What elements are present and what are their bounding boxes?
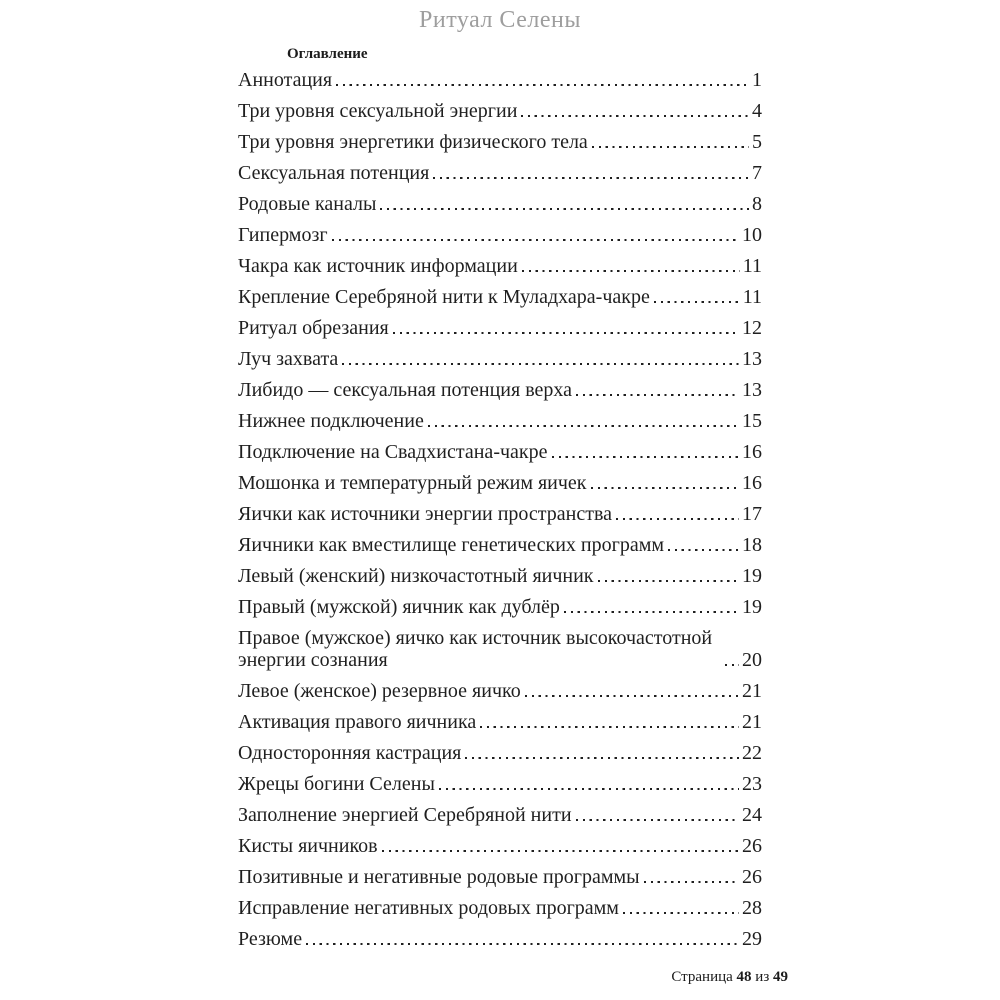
toc-entry-page: 10	[742, 224, 762, 246]
toc-entry-page: 20	[742, 649, 762, 671]
toc-entry-title: Сексуальная потенция	[238, 162, 430, 184]
toc-entry-page: 11	[742, 286, 762, 308]
toc-entry[interactable]	[238, 193, 762, 215]
toc-entry-title: Односторонняя кастрация	[238, 742, 462, 764]
toc-entry-page: 18	[742, 534, 762, 556]
toc-entry[interactable]	[238, 410, 762, 432]
toc-entry-title: Позитивные и негативные родовые программы	[238, 866, 640, 888]
page-footer	[671, 968, 788, 986]
dot-leader	[592, 146, 749, 148]
dot-leader	[393, 332, 739, 334]
toc-entry-page: 13	[742, 348, 762, 370]
dot-leader	[336, 84, 749, 86]
footer-total-pages: 49	[773, 969, 788, 985]
footer-page-label: Страница	[671, 969, 733, 985]
dot-leader	[591, 487, 739, 489]
toc-entry-page: 7	[752, 162, 762, 184]
footer-current-page: 48	[736, 969, 752, 985]
toc-entry-title: Жрецы богини Селены	[238, 773, 435, 795]
toc-entry-page: 1	[752, 69, 762, 91]
toc-entry-title: Чакра как источник информации	[238, 255, 518, 277]
toc-entry[interactable]	[238, 897, 762, 919]
toc-entry-title: Активация правого яичника	[238, 711, 477, 733]
toc-entry[interactable]	[238, 224, 762, 246]
toc-entry[interactable]	[238, 534, 762, 556]
toc-entry-title: Аннотация	[238, 69, 333, 91]
dot-leader	[644, 881, 739, 883]
toc-entry-title: Либидо — сексуальная потенция верха	[238, 379, 573, 401]
toc-entry-title: Правый (мужской) яичник как дублёр	[238, 596, 560, 618]
footer-of-label: из	[755, 969, 770, 985]
toc-entry-title: Левое (женское) резервное яичко	[238, 680, 521, 702]
toc-entry[interactable]	[238, 286, 762, 308]
toc-entry-page: 22	[742, 742, 762, 764]
document-title: Ритуал Селены	[419, 7, 581, 33]
dot-leader	[576, 394, 739, 396]
toc-entry[interactable]	[238, 928, 762, 950]
toc-entry-page: 15	[742, 410, 762, 432]
toc-entry-title: Левый (женский) низкочастотный яичник	[238, 565, 594, 587]
toc-entry[interactable]	[238, 773, 762, 795]
toc-entry-page: 4	[752, 100, 762, 122]
toc-entry-title: Три уровня энергетики физического тела	[238, 131, 588, 153]
toc-entry-page: 17	[742, 503, 762, 525]
dot-leader	[433, 177, 749, 179]
toc-entry-page: 23	[742, 773, 762, 795]
toc-entry[interactable]	[238, 835, 762, 857]
toc-entry-title: Три уровня сексуальной энергии	[238, 100, 518, 122]
toc-entry-title: Нижнее подключение	[238, 410, 424, 432]
dot-leader	[654, 301, 740, 303]
toc-entry[interactable]	[238, 255, 762, 277]
toc-entry[interactable]	[238, 100, 762, 122]
dot-leader	[465, 757, 739, 759]
toc-entry-title: Исправление негативных родовых программ	[238, 897, 619, 919]
toc-entry-title: Луч захвата	[238, 348, 339, 370]
toc-entry-title: Мошонка и температурный режим яичек	[238, 472, 587, 494]
toc-entry[interactable]	[238, 627, 762, 671]
dot-leader	[623, 912, 739, 914]
toc-entry-page: 16	[742, 441, 762, 463]
toc-entry[interactable]	[238, 711, 762, 733]
dot-leader	[428, 425, 739, 427]
toc-entry-page: 21	[742, 711, 762, 733]
toc-entry[interactable]	[238, 131, 762, 153]
toc-entry-page: 24	[742, 804, 762, 826]
dot-leader	[342, 363, 739, 365]
dot-leader	[564, 611, 739, 613]
dot-leader	[616, 518, 739, 520]
toc-entry[interactable]	[238, 317, 762, 339]
dot-leader	[725, 664, 739, 666]
toc-entry-page: 21	[742, 680, 762, 702]
dot-leader	[668, 549, 739, 551]
toc-entry-title: Родовые каналы	[238, 193, 377, 215]
dot-leader	[332, 239, 739, 241]
toc-entry-title: Подключение на Свадхистана-чакре	[238, 441, 548, 463]
dot-leader	[598, 580, 739, 582]
dot-leader	[525, 695, 739, 697]
toc-entry-title: Правое (мужское) яичко как источник высокочастотной энергии сознания	[238, 627, 713, 671]
toc-entry-title: Гипермозг	[238, 224, 328, 246]
dot-leader	[521, 115, 749, 117]
dot-leader	[576, 819, 739, 821]
toc-entry[interactable]	[238, 596, 762, 618]
toc-entry[interactable]	[238, 742, 762, 764]
toc-entry[interactable]	[238, 565, 762, 587]
toc-entry-page: 5	[752, 131, 762, 153]
toc-entry[interactable]	[238, 441, 762, 463]
toc-entry-page: 12	[742, 317, 762, 339]
toc-entry-page: 29	[742, 928, 762, 950]
dot-leader	[306, 943, 739, 945]
toc-entry-page: 26	[742, 835, 762, 857]
toc-entry[interactable]	[238, 69, 762, 91]
toc-entry[interactable]	[238, 680, 762, 702]
toc-entry-page: 13	[742, 379, 762, 401]
dot-leader	[382, 850, 739, 852]
toc-entry[interactable]	[238, 503, 762, 525]
toc-entry-page: 16	[742, 472, 762, 494]
toc-entry-page: 19	[742, 565, 762, 587]
toc-entry-title: Ритуал обрезания	[238, 317, 389, 339]
toc-entry[interactable]	[238, 866, 762, 888]
dot-leader	[522, 270, 740, 272]
toc-entry-page: 28	[742, 897, 762, 919]
toc-entry-title: Яичники как вместилище генетических программ	[238, 534, 665, 556]
toc-entry[interactable]	[238, 472, 762, 494]
toc-entry[interactable]	[238, 379, 762, 401]
dot-leader	[480, 726, 739, 728]
dot-leader	[552, 456, 739, 458]
toc-entry[interactable]	[238, 348, 762, 370]
toc-entry-page: 19	[742, 596, 762, 618]
toc-section	[0, 46, 1000, 950]
toc-entry-title: Резюме	[238, 928, 303, 950]
toc-entry-title: Крепление Серебряной нити к Муладхара-чакре	[238, 286, 650, 308]
toc-entry-page: 26	[742, 866, 762, 888]
toc-entry-title: Заполнение энергией Серебряной нити	[238, 804, 572, 826]
toc-entry[interactable]	[238, 162, 762, 184]
toc-list	[238, 69, 762, 950]
toc-entry-title: Яички как источники энергии пространства	[238, 503, 613, 525]
toc-heading: Оглавление	[287, 46, 368, 62]
toc-entry[interactable]	[238, 804, 762, 826]
dot-leader	[439, 788, 739, 790]
toc-entry-page: 11	[742, 255, 762, 277]
toc-entry-page: 8	[752, 193, 762, 215]
toc-entry-title: Кисты яичников	[238, 835, 378, 857]
dot-leader	[380, 208, 749, 210]
